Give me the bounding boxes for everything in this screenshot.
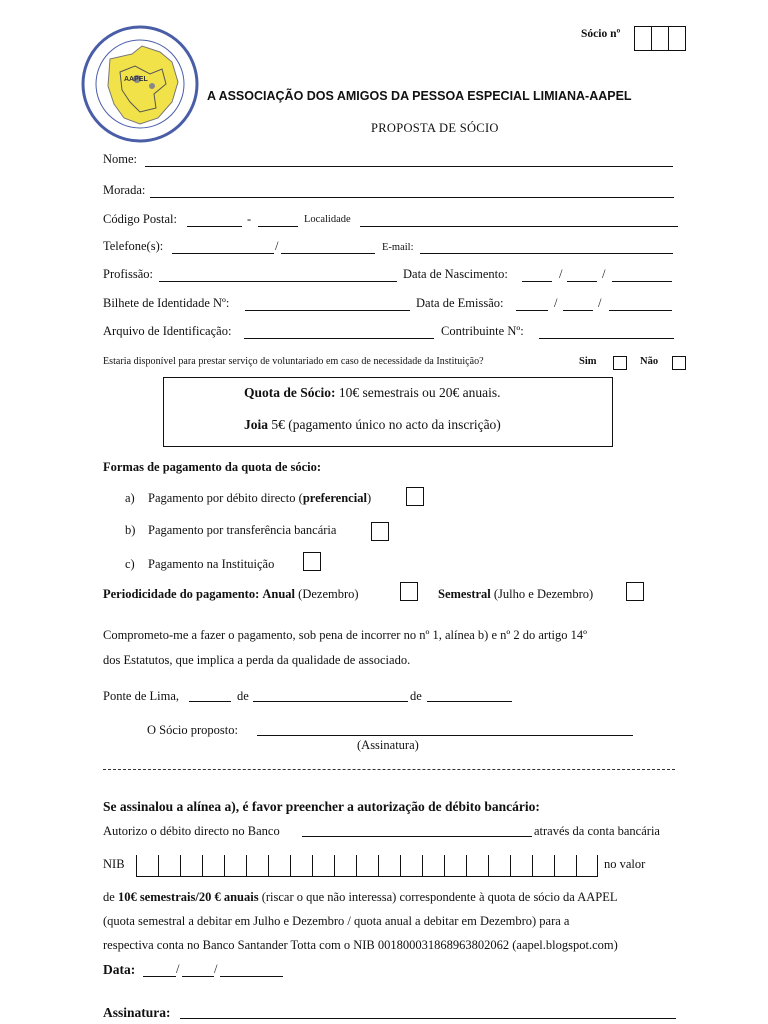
debit-paragraph-1	[103, 890, 617, 905]
codigo-postal-label: Código Postal:	[103, 212, 177, 226]
volunteer-sim-label: Sim	[579, 356, 597, 367]
arquivo-field[interactable]	[244, 338, 434, 339]
volunteer-nao-label: Não	[640, 356, 659, 367]
contribuinte-label: Contribuinte Nº:	[441, 324, 524, 338]
option-b-label: Pagamento por transferência bancária	[148, 523, 337, 537]
debit-paragraph-2: (quota semestral a debitar em Julho e Dezembro / quota anual a debitar em Dezembro) para a	[103, 914, 570, 928]
page-subtitle: PROPOSTA DE SÓCIO	[371, 121, 499, 135]
periodicity-line	[103, 587, 359, 602]
data-nascimento-label: Data de Nascimento:	[403, 267, 508, 281]
arquivo-label: Arquivo de Identificação:	[103, 324, 232, 338]
option-c-letter: c)	[125, 557, 135, 571]
data-nascimento-day[interactable]	[522, 281, 552, 282]
data-emissao-year[interactable]	[609, 310, 672, 311]
semestral-line	[438, 587, 593, 602]
sign-month-field[interactable]	[253, 701, 408, 702]
joia-text: 5€ (pagamento único no acto da inscrição)	[271, 417, 501, 432]
date-slash: /	[176, 962, 180, 976]
p1-rest: (riscar o que não interessa) correspondente à quota de sócio da AAPEL	[261, 890, 618, 904]
quota-line	[244, 385, 501, 401]
data-emissao-day[interactable]	[516, 310, 548, 311]
debit-date-year[interactable]	[220, 976, 283, 977]
socio-number-label: Sócio nº	[581, 28, 621, 40]
quota-box	[163, 377, 613, 447]
aapel-logo	[80, 24, 200, 144]
morada-field[interactable]	[150, 197, 674, 198]
semestral-detail: (Julho e Dezembro)	[493, 587, 594, 601]
sign-day-field[interactable]	[189, 701, 231, 702]
localidade-label: Localidade	[304, 214, 351, 225]
debit-date-month[interactable]	[182, 976, 214, 977]
option-c-label: Pagamento na Instituição	[148, 557, 275, 571]
semestral-label: Semestral	[438, 587, 491, 601]
quota-label: Quota de Sócio:	[244, 385, 336, 400]
bi-field[interactable]	[245, 310, 410, 311]
date-slash: /	[559, 267, 563, 281]
de-label-1: de	[237, 689, 249, 703]
assinatura-label: Assinatura:	[103, 1005, 171, 1020]
assinatura-caption: (Assinatura)	[357, 738, 419, 752]
morada-label: Morada:	[103, 183, 146, 197]
codigo-postal-dash: -	[247, 212, 252, 226]
debit-signature-field[interactable]	[180, 1018, 676, 1019]
volunteer-sim-checkbox[interactable]	[613, 356, 627, 370]
sign-year-field[interactable]	[427, 701, 512, 702]
option-a-label	[148, 491, 371, 506]
nib-label: NIB	[103, 857, 125, 871]
option-a-bold: preferencial	[302, 491, 367, 505]
date-slash: /	[214, 962, 218, 976]
email-field[interactable]	[420, 253, 673, 254]
logo-mark: AAPEL	[124, 76, 148, 83]
socio-proposto-signature[interactable]	[257, 735, 633, 736]
atraves-label: através da conta bancária	[534, 824, 660, 838]
data-label: Data:	[103, 962, 136, 977]
anual-checkbox[interactable]	[400, 582, 418, 601]
option-a-checkbox[interactable]	[406, 487, 424, 506]
data-emissao-label: Data de Emissão:	[416, 296, 504, 310]
p1-de: de	[103, 890, 115, 904]
bi-label: Bilhete de Identidade Nº:	[103, 296, 230, 310]
codigo-postal-field-2[interactable]	[258, 226, 298, 227]
telefone-slash: /	[275, 239, 279, 253]
commitment-line-2: dos Estatutos, que implica a perda da qualidade de associado.	[103, 653, 411, 667]
joia-line	[244, 417, 501, 433]
debit-heading: Se assinalou a alínea a), é favor preencher a autorização de débito bancário:	[103, 799, 540, 814]
socio-proposto-label: O Sócio proposto:	[147, 723, 238, 737]
p1-bold: 10€ semestrais/20 € anuais	[117, 890, 259, 904]
option-b-letter: b)	[125, 523, 136, 537]
codigo-postal-field-1[interactable]	[187, 226, 242, 227]
telefone-label: Telefone(s):	[103, 239, 164, 253]
option-a-close: )	[366, 491, 372, 505]
place-label: Ponte de Lima,	[103, 689, 180, 703]
separator-line	[103, 769, 675, 770]
contribuinte-field[interactable]	[539, 338, 674, 339]
telefone-field-2[interactable]	[281, 253, 375, 254]
nib-field[interactable]	[136, 855, 598, 877]
date-slash: /	[554, 296, 558, 310]
anual-detail: (Dezembro)	[298, 587, 359, 601]
option-a-letter: a)	[125, 491, 135, 505]
periodicity-label: Periodicidade do pagamento:	[103, 587, 260, 601]
logo-emblem-icon	[80, 24, 200, 144]
option-a-text: Pagamento por débito directo (	[148, 491, 303, 505]
volunteer-nao-checkbox[interactable]	[672, 356, 686, 370]
commitment-line-1: Comprometo-me a fazer o pagamento, sob pena de incorrer no nº 1, alínea b) e nº 2 do artigo 14º	[103, 628, 588, 642]
nome-field[interactable]	[145, 166, 673, 167]
data-nascimento-month[interactable]	[567, 281, 597, 282]
data-nascimento-year[interactable]	[612, 281, 672, 282]
volunteer-question: Estaria disponível para prestar serviço de voluntariado em caso de necessidade da Instituição?	[103, 356, 484, 367]
date-slash: /	[602, 267, 606, 281]
payment-heading: Formas de pagamento da quota de sócio:	[103, 460, 322, 474]
nome-label: Nome:	[103, 152, 138, 166]
date-slash: /	[598, 296, 602, 310]
joia-label: Joia	[244, 417, 269, 432]
option-b-checkbox[interactable]	[371, 522, 389, 541]
data-emissao-month[interactable]	[563, 310, 593, 311]
option-c-checkbox[interactable]	[303, 552, 321, 571]
profissao-label: Profissão:	[103, 267, 153, 281]
localidade-field[interactable]	[360, 226, 678, 227]
telefone-field-1[interactable]	[172, 253, 274, 254]
debit-date-day[interactable]	[143, 976, 176, 977]
semestral-checkbox[interactable]	[626, 582, 644, 601]
de-label-2: de	[410, 689, 422, 703]
autorizo-label: Autorizo o débito directo no Banco	[103, 824, 280, 838]
page-title: A ASSOCIAÇÃO DOS AMIGOS DA PESSOA ESPECIAL LIMIANA-AAPEL	[207, 89, 632, 103]
email-label: E-mail:	[382, 242, 414, 253]
socio-number-field[interactable]	[634, 26, 686, 51]
no-valor-label: no valor	[604, 857, 646, 871]
profissao-field[interactable]	[159, 281, 397, 282]
debit-paragraph-3: respectiva conta no Banco Santander Totta com o NIB 001800031868963802062 (aapel.blogspot.com)	[103, 938, 618, 952]
banco-field[interactable]	[302, 836, 532, 837]
anual-label: Anual	[262, 587, 296, 601]
quota-text: 10€ semestrais ou 20€ anuais.	[338, 385, 501, 400]
